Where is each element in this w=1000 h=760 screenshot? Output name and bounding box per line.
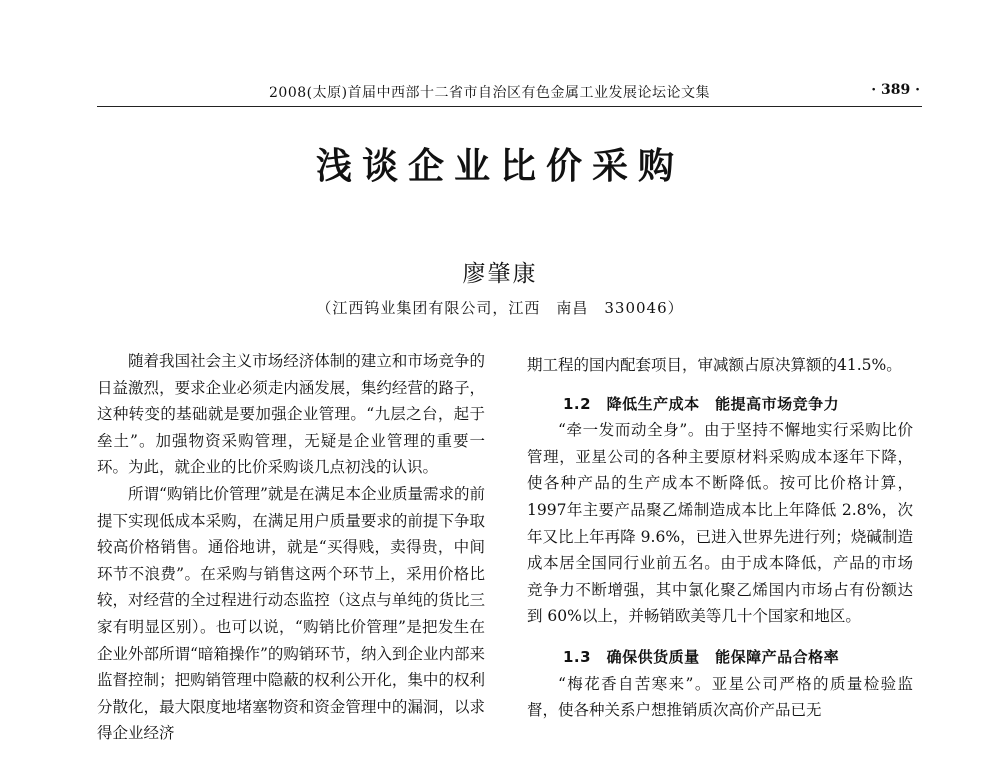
right-column bbox=[527, 352, 913, 724]
body-paragraph-definition: 所谓“购销比价管理”就是在满足本企业质量需求的前提下实现低成本采购，在满足用户质量要求的前提下争取较高价格销售。通俗地讲，就是“买得贱，卖得贵，中间环节不浪费”。在采购与销售这两个环节上，采用价格比较，对经营的全过程进行动态监控（这点与单纯的货比三家有明显区别）。也可以说，“购销比价管理”是把发生在企业外部所谓“暗箱操作”的购销环节，纳入到企业内部来监督控制；把购销管理中隐蔽的权利公开化，集中的权利分散化，最大限度地堵塞物资和资金管理中的漏洞，以求得企业经济 bbox=[97, 484, 485, 743]
body-paragraph-quality: “梅花香自苦寒来”。亚星公司严格的质量检验监督，使各种关系户想推销质次高价产品已无 bbox=[527, 674, 913, 720]
section-heading-1-2: 1.2 降低生产成本 能提高市场竞争力 bbox=[563, 394, 840, 413]
body-paragraph-intro: 随着我国社会主义市场经济体制的建立和市场竞争的日益激烈，要求企业必须走内涵发展，集约经营的路子，这种转变的基础就是要加强企业管理。“九层之台，起于垒土”。加强物资采购管理，无疑是企业管理的重要一环。为此，就企业的比价采购谈几点初浅的认识。 bbox=[97, 352, 485, 477]
article-author: 廖肇康 bbox=[462, 261, 538, 287]
section-heading-1-3: 1.3 确保供货质量 能保障产品合格率 bbox=[563, 647, 840, 666]
left-column bbox=[97, 348, 485, 747]
author-affiliation: （江西钨业集团有限公司，江西 南昌 330046） bbox=[316, 299, 684, 317]
page-number: · 389 · bbox=[871, 82, 920, 98]
journal-title: 2008(太原)首届中西部十二省市自治区有色金属工业发展论坛论文集 bbox=[269, 85, 711, 101]
article-title: 浅谈企业比价采购 bbox=[315, 146, 684, 187]
body-paragraph-continued: 期工程的国内配套项目，审减额占原决算额的41.5%。 bbox=[527, 356, 902, 374]
running-header bbox=[97, 80, 922, 107]
body-paragraph-cost: “牵一发而动全身”。由于坚持不懈地实行采购比价管理，亚星公司的各种主要原材料采购成本逐年下降，使各种产品的生产成本不断降低。按可比价格计算，1997年主要产品聚乙烯制造成本比上年降低 2.8%，次年又比上年再降 9.6%，已进入世界先进行列；烧碱制造成本居全国同行业前五名。由于成本降低，产品的市场竞争力不断增强，其中氯化聚乙烯国内市场占有份额达到 60%以上，并畅销欧美等几十个国家和地区。 bbox=[527, 421, 913, 626]
